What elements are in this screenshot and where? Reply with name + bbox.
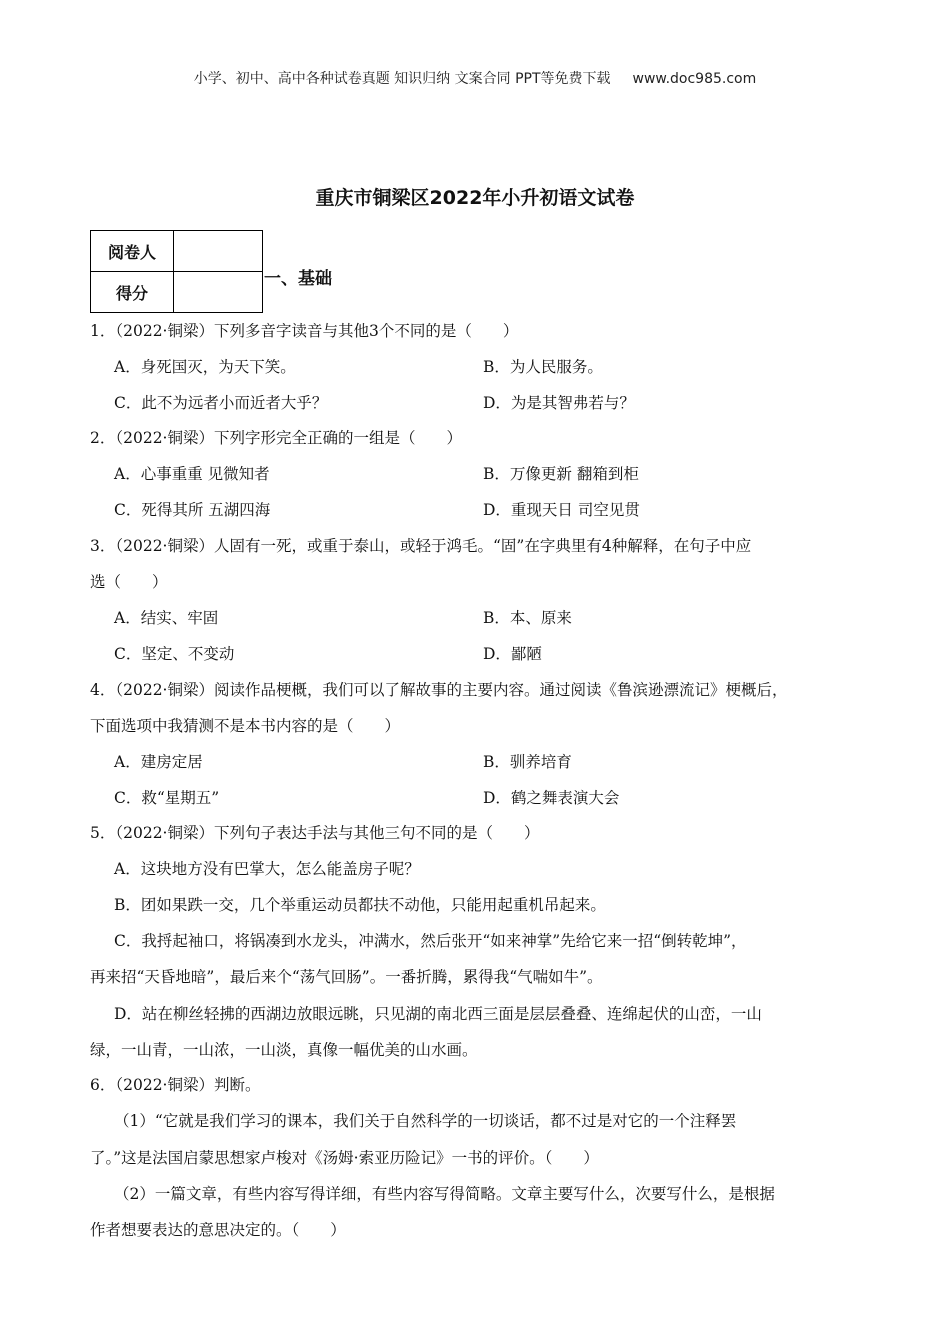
q5-option-c-cont: 再来招“天昏地暗”，最后来个“荡气回肠”。一番折腾，累得我“气喘如牛”。 — [90, 968, 603, 986]
score-field[interactable] — [174, 272, 263, 313]
q2-option-d[interactable]: D．重现天日 司空见贯 — [483, 501, 640, 519]
page-title: 重庆市铜梁区2022年小升初语文试卷 — [315, 187, 635, 209]
q5-option-b[interactable]: B．团如果跌一交，几个举重运动员都扶不动他，只能用起重机吊起来。 — [114, 896, 606, 914]
q4-option-d[interactable]: D．鹤之舞表演大会 — [483, 789, 620, 807]
question-3: 3．（2022·铜梁）人固有一死，或重于泰山，或轻于鸿毛。“固”在字典里有4种解释，在句子中应 — [90, 537, 752, 555]
q2-option-a[interactable]: A．心事重重 见微知者 — [114, 465, 270, 483]
reviewer-label: 阅卷人 — [91, 231, 174, 272]
q3-option-c[interactable]: C．坚定、不变动 — [114, 645, 235, 663]
question-3-cont: 选（ ） — [90, 573, 168, 591]
q4-option-b[interactable]: B．驯养培育 — [483, 753, 572, 771]
q3-option-b[interactable]: B．本、原来 — [483, 609, 572, 627]
reviewer-field[interactable] — [174, 231, 263, 272]
q5-option-c[interactable]: C．我捋起袖口，将锅凑到水龙头，冲满水，然后张开“如来神掌”先给它来一招“倒转乾坤”， — [114, 932, 747, 950]
header-site-link[interactable]: www.doc985.com — [632, 71, 757, 87]
question-1: 1．（2022·铜梁）下列多音字读音与其他3个不同的是（ ） — [90, 322, 519, 340]
page-header — [0, 68, 950, 88]
grader-table — [90, 230, 263, 313]
q6-item-2: （2）一篇文章，有些内容写得详细，有些内容写得简略。文章主要写什么，次要写什么，是根据 — [114, 1185, 775, 1203]
q6-item-1: （1）“它就是我们学习的课本，我们关于自然科学的一切谈话，都不过是对它的一个注释罢 — [114, 1112, 737, 1130]
q6-item-2-cont: 作者想要表达的意思决定的。（ ） — [90, 1221, 346, 1239]
q4-option-c[interactable]: C．救“星期五” — [114, 789, 220, 807]
q1-option-c[interactable]: C．此不为远者小而近者大乎？ — [114, 394, 328, 412]
q6-item-1-cont: 了。”这是法国启蒙思想家卢梭对《汤姆·索亚历险记》一书的评价。（ ） — [90, 1149, 599, 1167]
q1-option-b[interactable]: B．为人民服务。 — [483, 358, 603, 376]
q5-option-d[interactable]: D．站在柳丝轻拂的西湖边放眼远眺，只见湖的南北西三面是层层叠叠、连绵起伏的山峦，一山 — [114, 1005, 762, 1023]
score-label: 得分 — [91, 272, 174, 313]
q1-option-d[interactable]: D．为是其智弗若与？ — [483, 394, 635, 412]
header-text: 小学、初中、高中各种试卷真题 知识归纳 文案合同 PPT等免费下载 — [193, 71, 611, 87]
question-5: 5．（2022·铜梁）下列句子表达手法与其他三句不同的是（ ） — [90, 824, 540, 842]
q3-option-d[interactable]: D．鄙陋 — [483, 645, 542, 663]
question-4-cont: 下面选项中我猜测不是本书内容的是（ ） — [90, 717, 401, 735]
q2-option-c[interactable]: C．死得其所 五湖四海 — [114, 501, 271, 519]
q1-option-a[interactable]: A．身死国灭，为天下笑。 — [114, 358, 296, 376]
question-2: 2．（2022·铜梁）下列字形完全正确的一组是（ ） — [90, 429, 462, 447]
q5-option-d-cont: 绿，一山青，一山浓，一山淡，真像一幅优美的山水画。 — [90, 1041, 478, 1059]
q2-option-b[interactable]: B．万像更新 翻箱到柜 — [483, 465, 639, 483]
q4-option-a[interactable]: A．建房定居 — [114, 753, 203, 771]
question-4: 4．（2022·铜梁）阅读作品梗概，我们可以了解故事的主要内容。通过阅读《鲁滨逊漂流记》梗概后， — [90, 681, 788, 699]
q3-option-a[interactable]: A．结实、牢固 — [114, 609, 219, 627]
q5-option-a[interactable]: A．这块地方没有巴掌大，怎么能盖房子呢？ — [114, 860, 420, 878]
section-heading: 一、基础 — [264, 269, 332, 289]
question-6: 6．（2022·铜梁）判断。 — [90, 1076, 261, 1094]
